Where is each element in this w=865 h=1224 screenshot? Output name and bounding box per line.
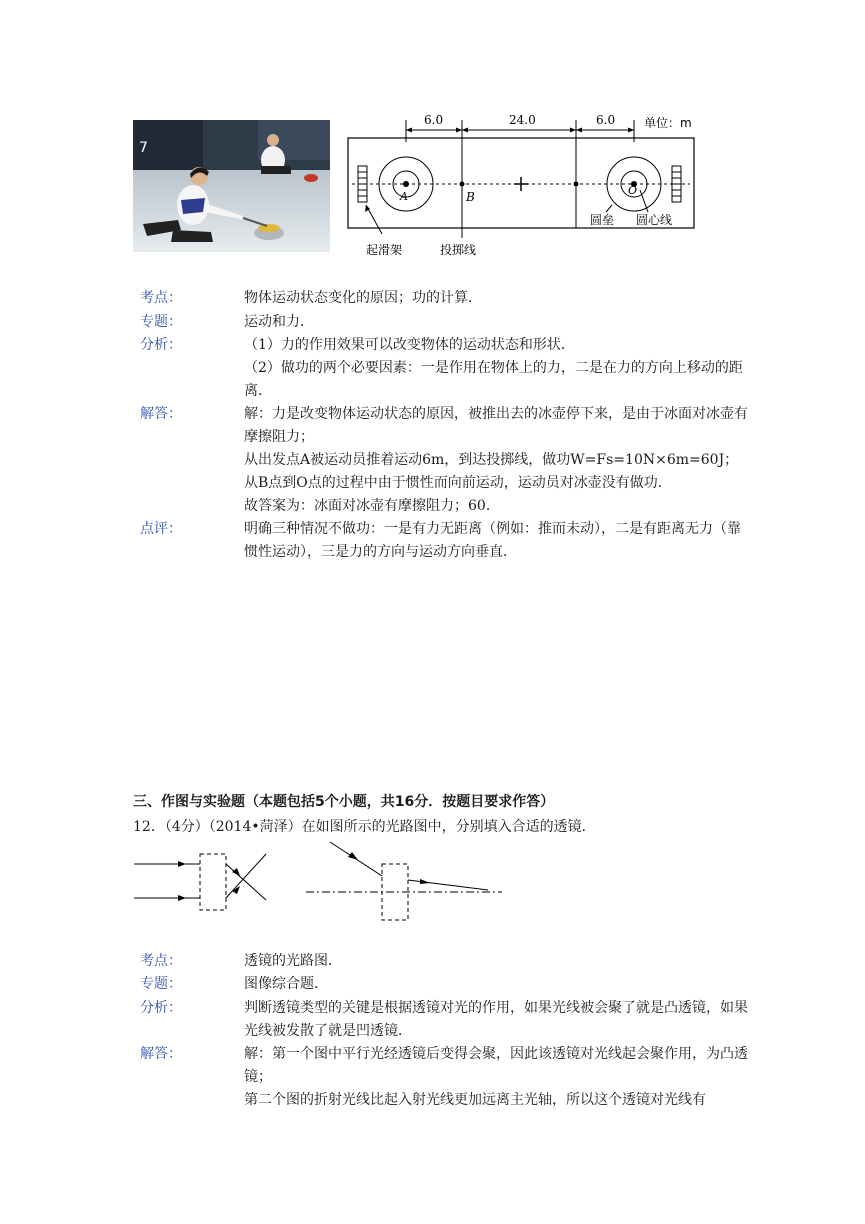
- q12-kaodian-label: 考点：: [140, 953, 182, 969]
- q11-jieda-line3: 从B点到O点的过程中由于惯性而向前运动，运动员对冰壶没有做功．: [244, 475, 672, 491]
- q12-zhuanti-label: 专题：: [140, 976, 182, 992]
- q11-kaodian-text: 物体运动状态变化的原因；功的计算．: [244, 290, 482, 306]
- q12-jieda-line1: 解：第一个图中平行光经透镜后变得会聚，因此该透镜对光线起会聚作用，为凸透镜；: [244, 1046, 748, 1085]
- q12-zhuanti-text: 图像综合题．: [244, 976, 328, 992]
- label-throw-line: 投掷线: [440, 243, 477, 257]
- label-house: 圆垒: [590, 213, 615, 227]
- point-b-label: B: [466, 190, 475, 204]
- q12-kaodian-text: 透镜的光路图．: [244, 953, 342, 969]
- lens-diagram-svg: [130, 838, 510, 928]
- q11-jieda-line4: 故答案为：冰面对冰壶有摩擦阻力；60．: [244, 498, 500, 514]
- label-center-line: 圆心线: [636, 213, 673, 227]
- dim-label-left: 6.0: [424, 113, 444, 127]
- point-o-label: O: [628, 184, 638, 197]
- q12-jieda-label: 解答：: [140, 1046, 182, 1062]
- q11-jieda-label: 解答：: [140, 406, 182, 422]
- q11-kaodian-label: 考点：: [140, 290, 182, 306]
- point-a-label: A: [400, 190, 408, 203]
- photo-score: 7: [139, 140, 148, 156]
- q11-jieda-line1: 解：力是改变物体运动状态的原因，被推出去的冰壶停下来，是由于冰面对冰壶有摩擦阻力；: [244, 406, 748, 445]
- lens-diagram: [130, 838, 510, 928]
- q11-dianping-text: 明确三种情况不做功：一是有力无距离（例如：推而未动），二是有距离无力（靠惯性运动），三是力的方向与运动方向垂直．: [244, 521, 741, 560]
- dim-label-middle: 24.0: [509, 113, 536, 127]
- curling-field-svg: [344, 108, 696, 260]
- q12-fenxi-text: 判断透镜类型的关键是根据透镜对光的作用，如果光线被会聚了就是凸透镜，如果光线被发散了就是凹透镜．: [244, 1000, 748, 1039]
- q12-jieda-line2: 第二个图的折射光线比起入射光线更加远离主光轴，所以这个透镜对光线有: [244, 1092, 706, 1108]
- q11-dianping-label: 点评：: [140, 521, 182, 537]
- curling-photo-drawing: [133, 120, 330, 252]
- label-start-rack: 起滑架: [366, 243, 403, 257]
- q11-fenxi-line2: （2）做功的两个必要因素：一是作用在物体上的力，二是在力的方向上移动的距离．: [244, 360, 743, 399]
- q12-fenxi-label: 分析：: [140, 1000, 182, 1016]
- unit-label: 单位：m: [644, 116, 692, 130]
- curling-photo: [133, 120, 330, 252]
- q11-jieda-line2: 从出发点A被运动员推着运动6m，到达投掷线，做功W=Fs=10N×6m=60J；: [244, 452, 739, 468]
- q11-zhuanti-text: 运动和力．: [244, 314, 314, 330]
- dim-label-right: 6.0: [596, 113, 616, 127]
- q11-fenxi-line1: （1）力的作用效果可以改变物体的运动状态和形状．: [244, 337, 575, 353]
- question-12-text: 12．（4分）（2014•菏泽）在如图所示的光路图中，分别填入合适的透镜．: [133, 819, 596, 835]
- curling-field-diagram: [344, 108, 696, 260]
- section-heading: 三、作图与实验题（本题包括5个小题，共16分．按题目要求作答）: [133, 794, 555, 810]
- q11-zhuanti-label: 专题：: [140, 314, 182, 330]
- q11-fenxi-label: 分析：: [140, 337, 182, 353]
